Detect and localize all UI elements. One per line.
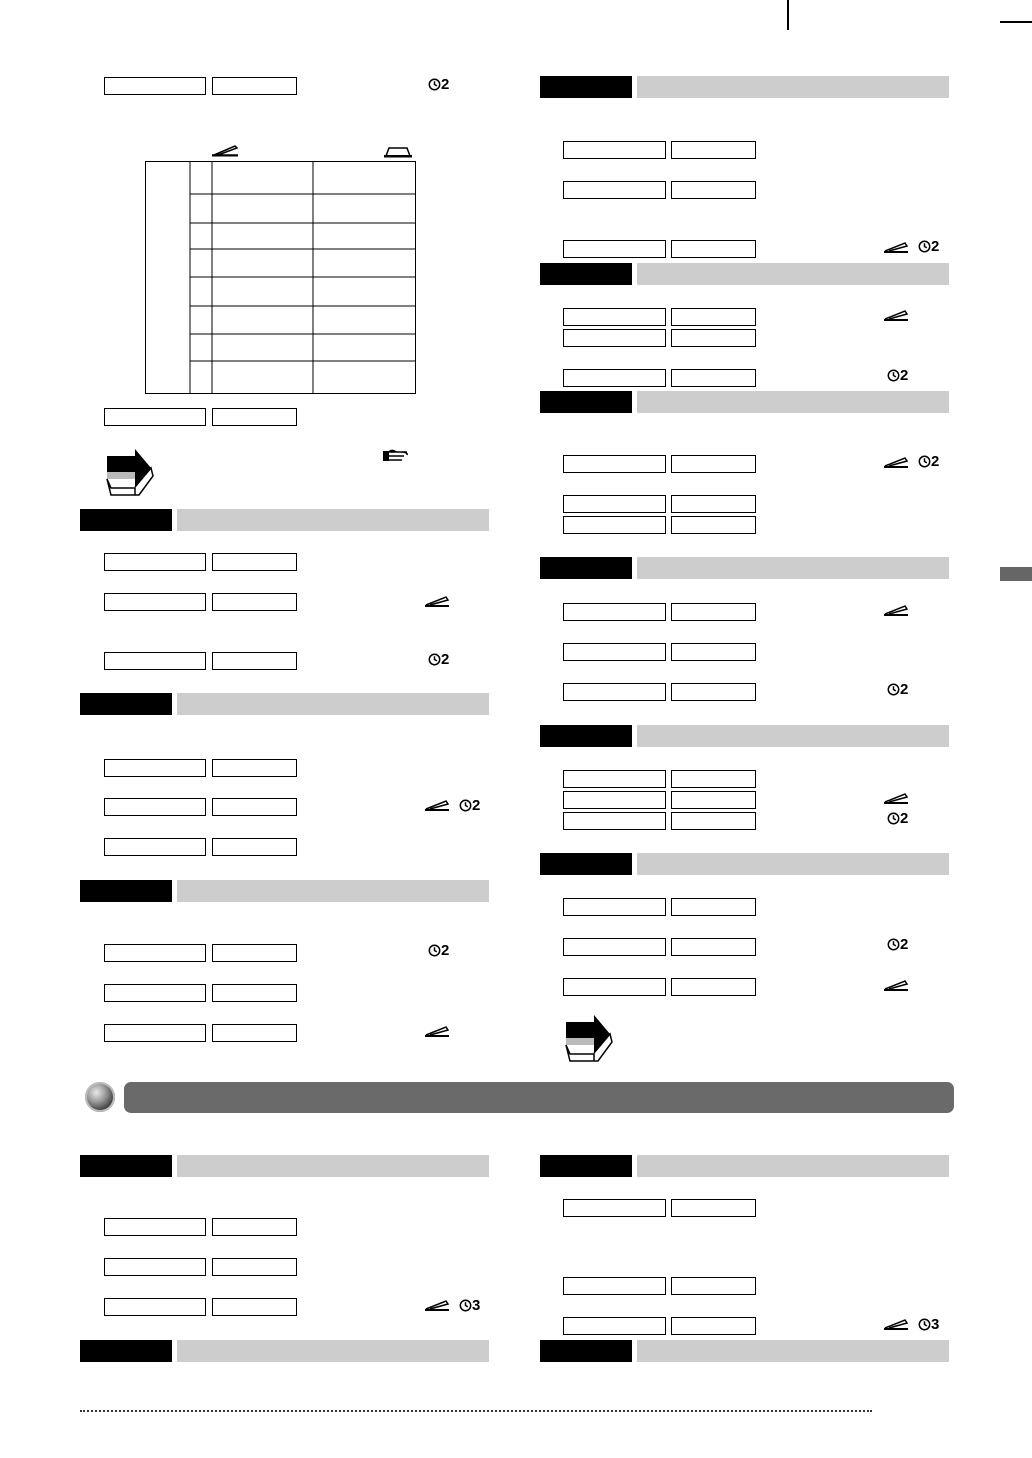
expression-pedal-icon: [424, 1298, 450, 1312]
expression-pedal-icon: [424, 594, 450, 608]
param-name-box: [563, 1317, 666, 1335]
param-name-box: [563, 240, 666, 258]
timer-icon: [428, 77, 449, 92]
param-name-box: [563, 369, 666, 387]
param-name-box: [104, 408, 206, 426]
param-value-box: [212, 798, 297, 816]
param-value-box: [212, 652, 297, 670]
param-name-box: [563, 603, 666, 621]
param-name-box: [104, 593, 206, 611]
param-name-box: [104, 77, 206, 95]
timer-icon: [459, 1298, 480, 1313]
param-value-box: [671, 898, 756, 916]
param-name-box: [104, 838, 206, 856]
section-header: [80, 509, 489, 531]
param-value-box: [212, 944, 297, 962]
expression-pedal-icon: [883, 455, 909, 469]
param-name-box: [563, 329, 666, 347]
param-value-box: [671, 1317, 756, 1335]
section-bullet-icon: [85, 1082, 115, 1112]
param-value-box: [212, 759, 297, 777]
param-value-box: [212, 1298, 297, 1316]
timer-icon: [887, 368, 908, 383]
param-value-box: [212, 838, 297, 856]
param-value-box: [671, 369, 756, 387]
param-name-box: [104, 798, 206, 816]
param-name-box: [563, 141, 666, 159]
param-name-box: [104, 1298, 206, 1316]
param-name-box: [563, 495, 666, 513]
expression-pedal-icon: [424, 1024, 450, 1038]
param-value-box: [212, 408, 297, 426]
param-name-box: [563, 978, 666, 996]
param-name-box: [563, 516, 666, 534]
param-value-box: [671, 1277, 756, 1295]
tempo-mark: 2: [441, 651, 450, 668]
timer-icon: [428, 943, 449, 958]
tempo-mark: 2: [900, 810, 909, 827]
param-value-box: [671, 181, 756, 199]
param-value-box: [671, 329, 756, 347]
footer-rule: [80, 1410, 872, 1412]
param-name-box: [104, 984, 206, 1002]
param-name-box: [563, 643, 666, 661]
param-name-box: [563, 1199, 666, 1217]
tempo-mark: 2: [441, 942, 450, 959]
param-name-box: [563, 455, 666, 473]
param-value-box: [671, 495, 756, 513]
param-value-box: [212, 1024, 297, 1042]
param-value-box: [671, 643, 756, 661]
tempo-mark: 2: [441, 76, 450, 93]
section-banner: [124, 1082, 954, 1113]
tempo-mark: 2: [931, 238, 940, 255]
expression-pedal-icon: [883, 1317, 909, 1331]
param-name-box: [563, 770, 666, 788]
tempo-mark: 2: [900, 367, 909, 384]
timer-icon: [428, 652, 449, 667]
timer-icon: [887, 811, 908, 826]
param-name-box: [563, 812, 666, 830]
tempo-mark: 3: [931, 1316, 940, 1333]
param-value-box: [671, 603, 756, 621]
section-header: [540, 391, 949, 413]
param-value-box: [671, 978, 756, 996]
section-header: [540, 725, 949, 747]
param-value-box: [671, 791, 756, 809]
section-header: [540, 263, 949, 285]
param-value-box: [212, 1258, 297, 1276]
param-value-box: [212, 984, 297, 1002]
param-value-box: [671, 683, 756, 701]
param-name-box: [563, 1277, 666, 1295]
tempo-mark: 2: [900, 936, 909, 953]
expression-pedal-icon: [883, 240, 909, 254]
side-tab: [1000, 567, 1032, 581]
parameter-table: [145, 161, 416, 394]
param-value-box: [671, 1199, 756, 1217]
footswitch-icon: [383, 145, 413, 158]
param-name-box: [104, 553, 206, 571]
section-header: [80, 693, 489, 715]
param-name-box: [104, 1218, 206, 1236]
timer-icon: [887, 682, 908, 697]
timer-icon: [918, 1317, 939, 1332]
section-header: [540, 557, 949, 579]
tempo-mark: 2: [900, 681, 909, 698]
param-name-box: [104, 944, 206, 962]
param-value-box: [212, 1218, 297, 1236]
param-value-box: [212, 77, 297, 95]
timer-icon: [459, 798, 480, 813]
section-header: [80, 880, 489, 902]
section-header: [540, 1340, 949, 1362]
param-value-box: [671, 455, 756, 473]
expression-pedal-icon: [424, 798, 450, 812]
expression-pedal-icon: [883, 308, 909, 322]
param-value-box: [671, 308, 756, 326]
param-name-box: [563, 938, 666, 956]
param-value-box: [212, 553, 297, 571]
section-header: [540, 853, 949, 875]
crop-mark: [787, 0, 789, 30]
tempo-mark: 2: [931, 453, 940, 470]
param-name-box: [104, 759, 206, 777]
section-header: [540, 76, 949, 98]
timer-icon: [887, 937, 908, 952]
param-value-box: [671, 812, 756, 830]
param-name-box: [563, 683, 666, 701]
expression-pedal-icon: [883, 791, 909, 805]
param-value-box: [671, 938, 756, 956]
section-header: [540, 1155, 949, 1177]
param-value-box: [671, 516, 756, 534]
param-name-box: [104, 1258, 206, 1276]
param-value-box: [671, 770, 756, 788]
param-name-box: [104, 652, 206, 670]
param-name-box: [104, 1024, 206, 1042]
section-header: [80, 1340, 489, 1362]
param-value-box: [212, 593, 297, 611]
param-value-box: [671, 141, 756, 159]
param-name-box: [563, 898, 666, 916]
continue-arrow-icon: [105, 448, 155, 501]
param-value-box: [671, 240, 756, 258]
param-name-box: [563, 181, 666, 199]
section-header: [80, 1155, 489, 1177]
continue-arrow-icon: [564, 1014, 614, 1067]
expression-pedal-icon: [883, 603, 909, 617]
tempo-mark: 2: [472, 797, 481, 814]
tempo-mark: 3: [472, 1297, 481, 1314]
timer-icon: [918, 239, 939, 254]
param-name-box: [563, 791, 666, 809]
param-name-box: [563, 308, 666, 326]
crop-mark: [1000, 21, 1032, 23]
expression-pedal-icon: [211, 143, 239, 157]
timer-icon: [918, 454, 939, 469]
pointing-hand-icon: [382, 448, 410, 464]
expression-pedal-icon: [883, 978, 909, 992]
